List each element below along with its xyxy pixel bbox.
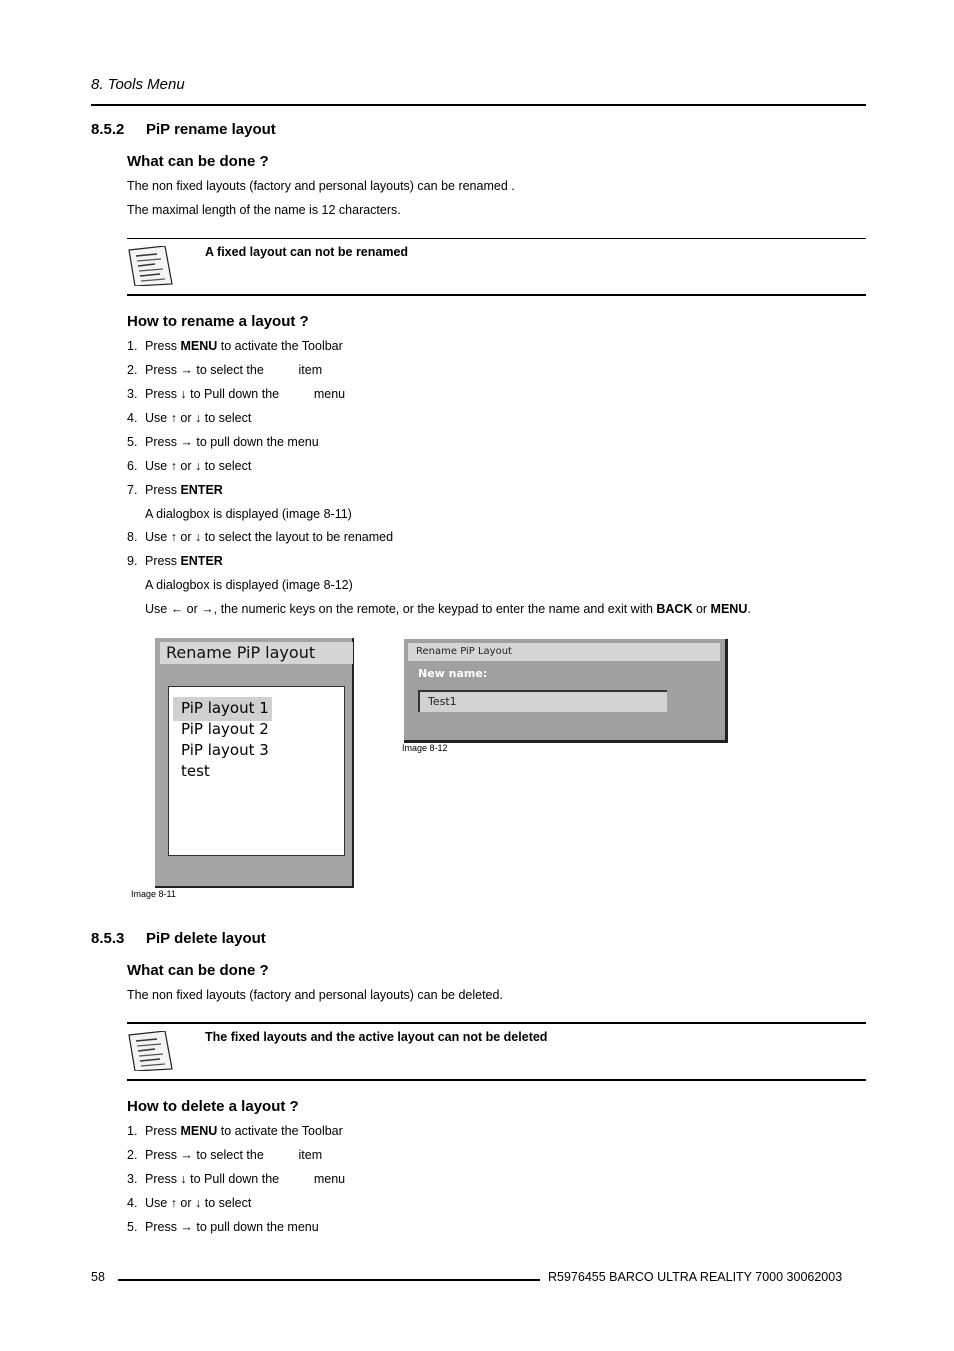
layout-list-item[interactable]: PiP layout 1 — [181, 699, 269, 717]
step-item: 3. Press ↓ to Pull down the menu — [127, 1172, 346, 1186]
what-can-be-done-heading: What can be done ? — [127, 962, 269, 979]
note-icon — [127, 246, 173, 286]
layout-list-item[interactable]: PiP layout 2 — [181, 720, 269, 738]
note-rule-top — [127, 1022, 866, 1024]
step-item: 9. Press ENTER — [127, 554, 223, 568]
step-result: A dialogbox is displayed (image 8-11) — [145, 507, 352, 521]
note-text: The fixed layouts and the active layout can not be deleted — [205, 1030, 548, 1044]
step-item: 6. Use ↑ or ↓ to select — [127, 459, 252, 473]
note-rule-top — [127, 238, 866, 239]
footer-rule — [118, 1279, 540, 1281]
step-item: 3. Press ↓ to Pull down the menu — [127, 387, 346, 401]
step-item: 2. Press → to select the item — [127, 1148, 323, 1162]
paragraph: The non fixed layouts (factory and personal layouts) can be renamed . — [127, 179, 515, 193]
section-title: PiP rename layout — [146, 121, 276, 138]
paragraph: The maximal length of the name is 12 characters. — [127, 203, 401, 217]
image-caption: Image 8-12 — [402, 743, 448, 753]
new-name-label: New name: — [418, 667, 488, 680]
step-item: 7. Press ENTER — [127, 483, 223, 497]
step-item: 2. Press → to select the item — [127, 363, 323, 377]
new-name-input[interactable]: Test1 — [418, 690, 667, 712]
step-instruction: Use ← or →, the numeric keys on the remote, or the keypad to enter the name and exit with BACK or MENU. — [145, 602, 751, 616]
what-can-be-done-heading: What can be done ? — [127, 153, 269, 170]
section-heading-delete — [91, 930, 266, 947]
document-id: R5976455 BARCO ULTRA REALITY 7000 30062003 — [548, 1270, 843, 1284]
section-number: 8.5.2 — [91, 121, 125, 138]
step-item: 1. Press MENU to activate the Toolbar — [127, 339, 343, 353]
dialog-title: Rename PiP layout — [160, 642, 353, 664]
how-to-delete-heading: How to delete a layout ? — [127, 1098, 299, 1115]
step-item: 1. Press MENU to activate the Toolbar — [127, 1124, 343, 1138]
section-heading-rename — [91, 121, 276, 138]
how-to-rename-heading: How to rename a layout ? — [127, 313, 309, 330]
section-number: 8.5.3 — [91, 930, 125, 947]
note-rule-bottom — [127, 1079, 866, 1081]
header-rule — [91, 104, 866, 106]
layout-list-item[interactable]: test — [181, 762, 210, 780]
image-caption: Image 8-11 — [131, 889, 176, 899]
step-item: 5. Press → to pull down the menu — [127, 435, 319, 449]
step-result: A dialogbox is displayed (image 8-12) — [145, 578, 353, 592]
chapter-title: 8. Tools Menu — [91, 76, 185, 93]
layout-list-item[interactable]: PiP layout 3 — [181, 741, 269, 759]
note-rule-bottom — [127, 294, 866, 296]
section-title: PiP delete layout — [146, 930, 266, 947]
paragraph: The non fixed layouts (factory and personal layouts) can be deleted. — [127, 988, 503, 1002]
step-item: 4. Use ↑ or ↓ to select — [127, 1196, 252, 1210]
note-icon — [127, 1031, 173, 1071]
note-text: A fixed layout can not be renamed — [205, 245, 409, 259]
step-item: 5. Press → to pull down the menu — [127, 1220, 319, 1234]
page-number: 58 — [91, 1270, 105, 1284]
step-item: 8. Use ↑ or ↓ to select the layout to be renamed — [127, 530, 394, 544]
step-item: 4. Use ↑ or ↓ to select — [127, 411, 252, 425]
dialog-title: Rename PiP Layout — [408, 643, 720, 661]
